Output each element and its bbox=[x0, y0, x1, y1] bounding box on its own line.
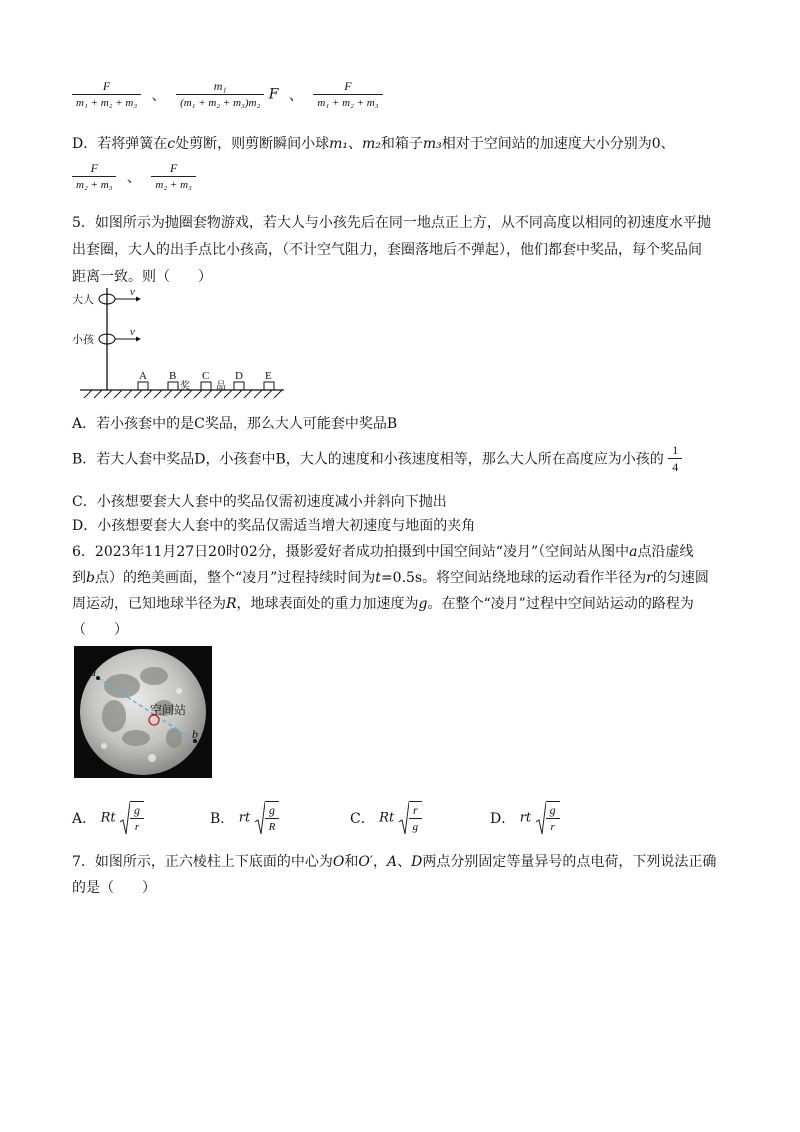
q6-line2-pre: 到 bbox=[72, 570, 86, 586]
q6-var-r: r bbox=[646, 570, 653, 586]
q7-line-2: 的是（ ） bbox=[72, 880, 156, 896]
q4d-mid2: 和箱子 bbox=[380, 136, 423, 152]
q7-dot: 、 bbox=[397, 854, 412, 870]
q4d-tail: 相对于空间站的加速度大小分别为0、 bbox=[441, 136, 675, 152]
q5-option-a: A．若小孩套中的是C奖品，那么大人可能套中奖品B bbox=[72, 416, 398, 432]
q4d-fraction-2 bbox=[151, 160, 195, 193]
q4d-m1: m₁ bbox=[329, 136, 348, 152]
q6-option-c-denominator: g bbox=[412, 821, 419, 833]
fraction-1-denominator: m₁ + m₂ + m₃ bbox=[76, 97, 138, 109]
q4d-m3: m₃ bbox=[422, 136, 442, 152]
prize-letter-d: D bbox=[235, 370, 243, 382]
child-label: 小孩 bbox=[72, 333, 94, 346]
q5-line-1: 5．如图所示为抛圈套物游戏，若大人与小孩先后在同一地点正上方，从不同高度以相同的初速度水平抛 bbox=[72, 215, 711, 231]
q6-var-g: g bbox=[418, 596, 428, 612]
top-fraction-row bbox=[72, 78, 383, 111]
fraction-3-numerator: F bbox=[313, 78, 382, 95]
q6-line-4: （ ） bbox=[72, 622, 128, 638]
q6-line3-pre: 周运动，已知地球半径为 bbox=[72, 596, 226, 612]
q6-option-b-coef: rt bbox=[238, 810, 251, 826]
fraction-2-denominator: (m₁ + m₂ + m₃)m₂ bbox=[180, 97, 261, 109]
q6-option-a-sqrt bbox=[120, 800, 144, 836]
fraction-2-tail: F bbox=[268, 86, 279, 103]
separator: 、 bbox=[151, 87, 166, 104]
q5-option-b-fraction bbox=[668, 442, 682, 475]
q4-option-d-line bbox=[72, 134, 675, 154]
q6-option-c-sqrt bbox=[399, 800, 423, 836]
q6-var-t: t bbox=[375, 570, 381, 586]
q5-option-b bbox=[72, 442, 682, 475]
separator: 、 bbox=[126, 169, 141, 186]
prize-letter-e: E bbox=[265, 370, 272, 382]
q6-option-c-letter: C． bbox=[350, 811, 375, 827]
q7-var-A: A bbox=[387, 854, 398, 870]
moon-label-a: a bbox=[90, 665, 96, 679]
q6-line3-mid: ，地球表面处的重力加速度为 bbox=[236, 596, 419, 612]
q6-var-a: a bbox=[629, 544, 638, 560]
q6-option-d-sqrt bbox=[536, 800, 560, 836]
prize-char-1: 奖 bbox=[180, 381, 190, 392]
q4d-fraction-1 bbox=[72, 160, 116, 193]
q7-var-O-prime: O′ bbox=[358, 854, 374, 870]
q5-option-b-text: B．若大人套中奖品D，小孩套中B，大人的速度和小孩速度相等，那么大人所在高度应为小孩的 bbox=[72, 451, 664, 468]
q4d-fraction-2-denominator: m₂ + m₃ bbox=[155, 179, 192, 191]
q6-line1-text: 6．2023年11月27日20时02分，摄影爱好者成功拍摄到中国空间站“凌月”（空间站从图中 bbox=[72, 544, 630, 560]
q5-line-2: 出套圈，大人的出手点比小孩高，（不计空气阻力，套圈落地后不弹起），他们都套中奖品，每个奖品间 bbox=[72, 242, 702, 258]
q6-option-a-denominator: r bbox=[134, 821, 140, 833]
q5-option-d: D．小孩想要套大人套中的奖品仅需适当增大初速度与地面的夹角 bbox=[72, 518, 476, 534]
q6-line2-mid: 点）的绝美画面，整个“凌月”过程持续时间为 bbox=[94, 570, 376, 586]
q6-option-b-numerator: g bbox=[265, 802, 280, 819]
adult-label: 大人 bbox=[72, 293, 94, 306]
q6-option-d-numerator: g bbox=[546, 802, 560, 819]
q4d-fraction-1-numerator: F bbox=[72, 160, 116, 177]
q4d-fraction-1-denominator: m₂ + m₃ bbox=[76, 179, 113, 191]
prize-char-2: 品 bbox=[216, 381, 226, 392]
q4d-var-c: c bbox=[167, 136, 176, 152]
q7-and: 和 bbox=[344, 854, 359, 870]
fraction-3 bbox=[313, 78, 382, 111]
q4d-sep: 、 bbox=[347, 136, 362, 152]
fraction-1 bbox=[72, 78, 141, 111]
q6-line-3 bbox=[72, 594, 694, 614]
q6-option-c-numerator: r bbox=[409, 802, 423, 819]
q6-option-d-letter: D． bbox=[490, 811, 516, 827]
q4d-m2: m₂ bbox=[361, 136, 381, 152]
q5-ring-toss-figure bbox=[70, 284, 290, 408]
q7-var-O: O bbox=[332, 854, 345, 870]
q6-var-b: b bbox=[86, 570, 95, 586]
q6-option-b-letter: B． bbox=[210, 811, 235, 827]
prize-letter-b: B bbox=[169, 370, 177, 382]
q6-option-a-letter: A． bbox=[72, 811, 97, 827]
q6-option-b-sqrt bbox=[255, 800, 280, 836]
q6-line-2 bbox=[72, 568, 709, 588]
q6-line3-tail: 。在整个“凌月”过程中空间站运动的路程为 bbox=[427, 596, 694, 612]
q6-line1-tail: 点沿虚线 bbox=[637, 544, 694, 560]
q6-var-R: R bbox=[226, 596, 237, 612]
q6-option-a-numerator: g bbox=[130, 802, 144, 819]
q4d-prefix: D．若将弹簧在 bbox=[72, 136, 168, 152]
q6-option-d-denominator: r bbox=[550, 821, 555, 833]
prize-letter-c: C bbox=[202, 370, 210, 382]
q5-line-3: 距离一致。则（ ） bbox=[72, 269, 212, 285]
q7-comma: ， bbox=[373, 854, 388, 870]
q7-var-D: D bbox=[411, 854, 423, 870]
q6-moon-image bbox=[74, 646, 212, 778]
velocity-label-child: v bbox=[130, 326, 135, 338]
q4d-mid: 处剪断，则剪断瞬间小球 bbox=[175, 136, 330, 152]
q5-option-b-denominator: 4 bbox=[672, 460, 679, 474]
q6-line2-tail: =0.5s。将空间站绕地球的运动看作半径为 bbox=[380, 570, 647, 586]
q6-option-d-coef: rt bbox=[519, 810, 532, 826]
fraction-1-numerator: F bbox=[72, 78, 141, 95]
q4d-fraction-row bbox=[72, 160, 196, 193]
q6-option-c bbox=[350, 800, 422, 836]
q4d-fraction-2-numerator: F bbox=[151, 160, 195, 177]
q7-line-1 bbox=[72, 852, 716, 872]
velocity-label-adult: v bbox=[130, 286, 135, 298]
q6-option-b bbox=[210, 800, 279, 836]
fraction-3-denominator: m₁ + m₂ + m₃ bbox=[317, 97, 379, 109]
q5-option-c: C．小孩想要套大人套中的奖品仅需初速度减小并斜向下抛出 bbox=[72, 494, 447, 510]
fraction-2 bbox=[176, 78, 264, 111]
q6-option-b-denominator: R bbox=[268, 821, 276, 833]
q7-line1-pre: 7．如图所示，正六棱柱上下底面的中心为 bbox=[72, 854, 333, 870]
q6-line2-end: 的匀速圆 bbox=[652, 570, 709, 586]
q6-option-a bbox=[72, 800, 144, 836]
fraction-2-numerator: m₁ bbox=[176, 78, 264, 95]
q6-option-c-coef: Rt bbox=[379, 810, 395, 826]
prize-letter-a: A bbox=[139, 370, 147, 382]
separator: 、 bbox=[288, 87, 303, 104]
space-station-label: 空间站 bbox=[150, 703, 187, 717]
q6-line-1 bbox=[72, 542, 693, 562]
q6-option-d bbox=[490, 800, 560, 836]
q5-option-b-numerator: 1 bbox=[668, 442, 682, 459]
moon-label-b: b bbox=[192, 727, 198, 741]
q7-line1-tail: 两点分别固定等量异号的点电荷，下列说法正确 bbox=[422, 854, 717, 870]
q6-option-a-coef: Rt bbox=[100, 810, 116, 826]
